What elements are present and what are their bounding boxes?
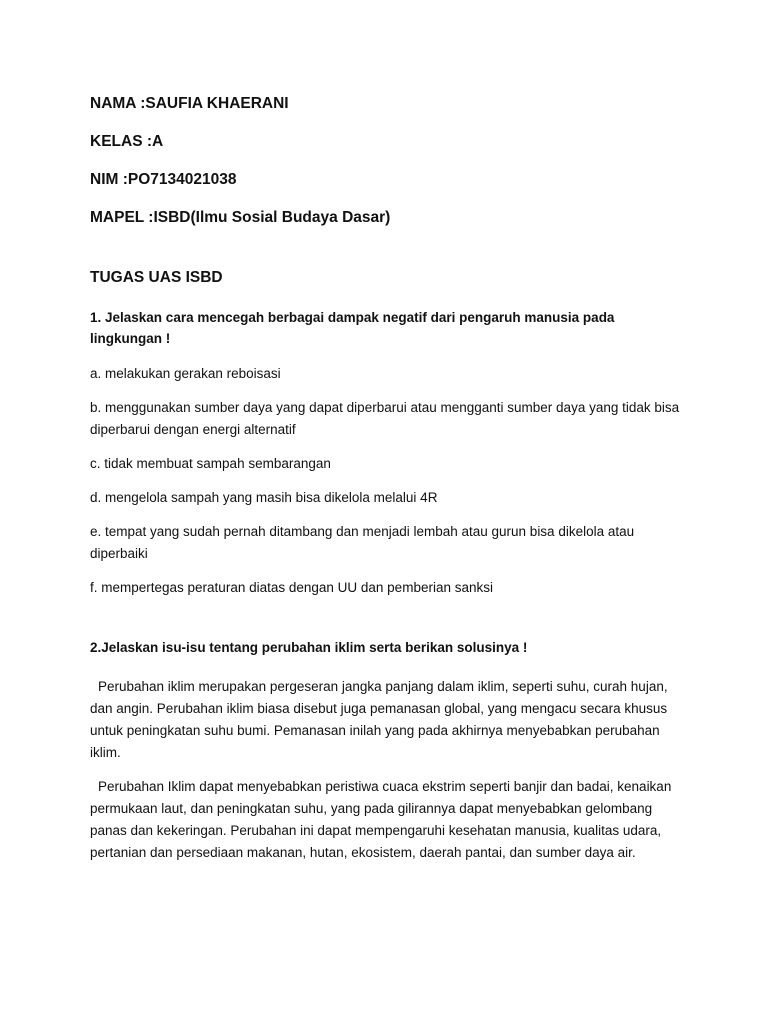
assignment-title: TUGAS UAS ISBD: [90, 269, 223, 286]
subject: MAPEL :ISBD(Ilmu Sosial Budaya Dasar): [90, 209, 391, 226]
document-content: [90, 93, 680, 876]
answer-1c: c. tidak membuat sampah sembarangan: [90, 456, 331, 471]
question-2: 2.Jelaskan isu-isu tentang perubahan iklim serta berikan solusinya !: [90, 640, 528, 655]
answer-2-paragraph-1: Perubahan iklim merupakan pergeseran jangka panjang dalam iklim, seperti suhu, curah hujan, dan angin. Perubahan iklim biasa disebut juga pemanasan global, yang mengacu secara khusus untuk peningkatan suhu bumi. Pemanasan inilah yang pada akhirnya menyebabkan perubahan iklim.: [90, 679, 668, 760]
answer-1d: d. mengelola sampah yang masih bisa dikelola melalui 4R: [90, 490, 438, 505]
answer-1a: a. melakukan gerakan reboisasi: [90, 366, 281, 381]
answer-2-paragraph-2: Perubahan Iklim dapat menyebabkan peristiwa cuaca ekstrim seperti banjir dan badai, kenaikan permukaan laut, dan peningkatan suhu, yang pada gilirannya dapat menyebabkan gelombang panas dan kekeringan. Perubahan ini dapat mempengaruhi kesehatan manusia, kualitas udara, pertanian dan persediaan makanan, hutan, ekosistem, daerah pantai, dan sumber daya air.: [90, 779, 672, 860]
student-name: NAMA :SAUFIA KHAERANI: [90, 95, 289, 112]
answer-1f: f. mempertegas peraturan diatas dengan UU dan pemberian sanksi: [90, 580, 493, 595]
answer-1e: e. tempat yang sudah pernah ditambang dan menjadi lembah atau gurun bisa dikelola atau diperbaiki: [90, 524, 635, 561]
question-1: 1. Jelaskan cara mencegah berbagai dampak negatif dari pengaruh manusia pada lingkungan !: [90, 310, 615, 346]
answer-1b: b. menggunakan sumber daya yang dapat diperbarui atau mengganti sumber daya yang tidak bisa diperbarui dengan energi alternatif: [90, 400, 680, 437]
student-nim: NIM :PO7134021038: [90, 171, 237, 188]
student-class: KELAS :A: [90, 133, 164, 150]
